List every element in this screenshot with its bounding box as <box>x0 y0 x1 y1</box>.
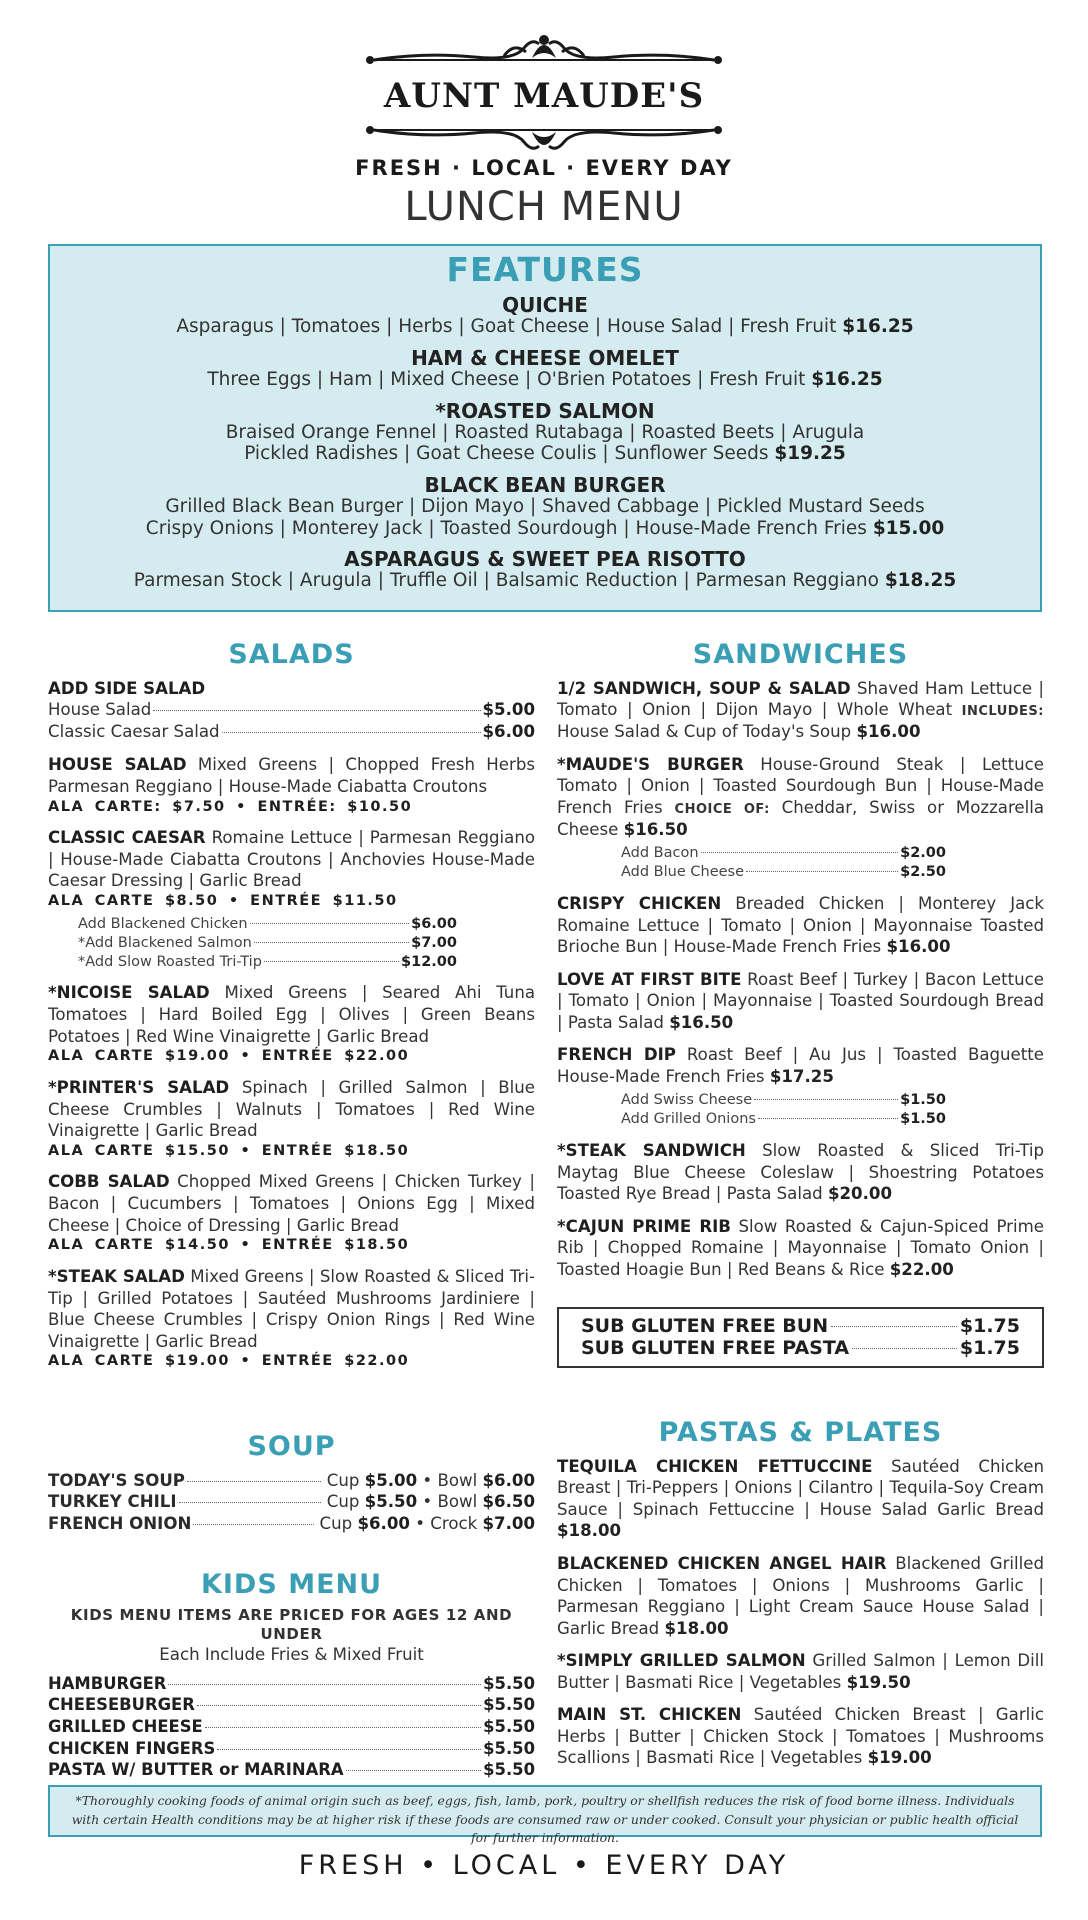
pasta-price: $19.00 <box>867 1748 932 1768</box>
salad-name: CLASSIC CAESAR <box>48 828 206 848</box>
caesar-addon-row <box>78 915 457 934</box>
feature-price: $16.25 <box>842 316 914 338</box>
kids-item-row-label: CHEESEBURGER <box>48 1695 195 1715</box>
feature-name: *ROASTED SALMON <box>435 398 655 423</box>
salad-pricing: ALA CARTE $19.00 • ENTRÉE $22.00 <box>48 1353 410 1370</box>
kids-item-row <box>48 1673 535 1695</box>
sandwich-price: $22.00 <box>889 1259 954 1279</box>
salad-pricing: ALA CARTE $19.00 • ENTRÉE $22.00 <box>48 1048 410 1065</box>
sandwich-addon-row-price: $2.50 <box>900 864 946 881</box>
soup-row <box>48 1491 535 1513</box>
salad-name: COBB SALAD <box>48 1172 170 1192</box>
salad-desc: Chopped Mixed Greens | Chicken Turkey | Bacon | Cucumbers | Tomatoes | Onions Egg | Mixed Cheese | Choice of Dressing | Garlic Bread <box>48 1172 535 1235</box>
logo-text: AUNT MAUDE'S <box>383 76 705 116</box>
side-salad-row-label: Classic Caesar Salad <box>48 721 220 741</box>
feature-desc-text: Braised Orange Fennel | Roasted Rutabaga | Roasted Beets | Arugula <box>225 421 865 443</box>
soup-title: SOUP <box>247 1431 336 1462</box>
pasta-item <box>557 1704 1044 1769</box>
salad-desc: Mixed Greens | Chopped Fresh Herbs Parmesan Reggiano | House-Made Ciabatta Croutons <box>48 755 535 796</box>
sandwich-name: 1/2 SANDWICH, SOUP & SALAD <box>557 678 851 698</box>
soup-price-1: $6.00 <box>357 1513 410 1533</box>
gluten-free-row-price: $1.75 <box>959 1337 1020 1360</box>
feature-item <box>50 400 1040 465</box>
side-salad-row-label: House Salad <box>48 700 152 720</box>
sandwich-item <box>557 1140 1044 1205</box>
pastas-section <box>557 1418 1044 1769</box>
soup-size-2: Bowl <box>437 1470 478 1490</box>
features-list <box>50 294 1040 591</box>
sandwich-desc: Slow Roasted & Cajun-Spiced Prime Rib | Chopped Romaine | Mayonnaise | Tomato Onion | Toasted Hoagie Bun | Red Beans & Rice <box>557 1216 1044 1279</box>
dot-leader <box>754 1099 898 1100</box>
kids-item-row-label: PASTA W/ BUTTER or MARINARA <box>48 1760 344 1780</box>
feature-price: $16.25 <box>811 368 883 390</box>
feature-desc-text: Grilled Black Bean Burger | Dijon Mayo | Shaved Cabbage | Pickled Mustard Seeds <box>165 495 925 517</box>
sandwich-addon-row-price: $2.00 <box>900 845 946 862</box>
feature-item <box>50 548 1040 592</box>
sandwich-price: $16.00 <box>886 937 951 957</box>
dot-leader <box>168 1684 481 1685</box>
salad-item <box>48 1077 535 1161</box>
soup-size-2: Crock <box>430 1513 478 1533</box>
sandwich-addons <box>621 1091 946 1129</box>
sandwich-item <box>557 969 1044 1034</box>
features-panel <box>48 244 1042 612</box>
salad-item <box>48 982 535 1066</box>
sandwich-addon-row <box>621 1091 946 1110</box>
feature-desc-text-2: Pickled Radishes | Goat Cheese Coulis | Sunflower Seeds <box>244 443 769 465</box>
caesar-addon-row-price: $7.00 <box>411 934 457 951</box>
gluten-free-row-label: SUB GLUTEN FREE PASTA <box>581 1337 850 1360</box>
soup-size-1: Cup <box>326 1492 360 1512</box>
dot-leader <box>205 1727 481 1728</box>
sandwich-tag: INCLUDES: <box>961 704 1044 720</box>
sandwiches-title: SANDWICHES <box>692 639 909 670</box>
dot-leader <box>758 1118 898 1119</box>
caesar-addon-row-label: *Add Slow Roasted Tri-Tip <box>78 953 262 970</box>
sandwiches-section <box>557 640 1044 1368</box>
kids-title: KIDS MENU <box>200 1569 383 1600</box>
pasta-desc: Blackened Grilled Chicken | Tomatoes | Onions | Mushrooms Garlic | Parmesan Reggiano | Light Cream Sauce House Salad | Garlic Bread <box>557 1553 1044 1638</box>
sandwich-tag: CHOICE OF: <box>674 801 770 817</box>
pasta-desc: Sautéed Chicken Breast | Garlic Herbs | Butter | Chicken Stock | Tomatoes | Mushrooms Scallions | Basmati Rice | Vegetables <box>557 1705 1044 1768</box>
soup-size-1: Cup <box>319 1513 353 1533</box>
feature-price: $19.25 <box>774 443 846 465</box>
salad-desc: Spinach | Grilled Salmon | Blue Cheese Crumbles | Walnuts | Tomatoes | Red Wine Vinaigrette | Garlic Bread <box>48 1077 536 1141</box>
soup-prices: Cup $5.00 • Bowl $6.00 <box>326 1470 535 1490</box>
gluten-free-box <box>557 1307 1044 1369</box>
caesar-addon-row-label: Add Blackened Chicken <box>78 915 248 932</box>
salad-pricing: ALA CARTE $8.50 • ENTRÉE $11.50 <box>48 893 398 910</box>
dot-leader <box>187 1481 321 1482</box>
dot-leader <box>217 1749 481 1750</box>
soup-price-1: $5.00 <box>364 1470 418 1490</box>
sandwich-addon-row-label: Add Swiss Cheese <box>621 1092 753 1109</box>
gluten-free-row-price: $1.75 <box>959 1314 1020 1337</box>
salad-name: *NICOISE SALAD <box>48 983 210 1003</box>
sandwich-item <box>557 1044 1044 1129</box>
sandwich-price: $16.00 <box>856 722 921 742</box>
dot-leader <box>193 1524 313 1525</box>
sandwich-name: *CAJUN PRIME RIB <box>557 1216 731 1236</box>
caesar-addon-row-price: $6.00 <box>411 915 457 932</box>
pasta-item <box>557 1553 1044 1639</box>
soup-name: TODAY'S SOUP <box>48 1470 185 1490</box>
pasta-price: $18.00 <box>557 1521 622 1541</box>
dot-leader <box>222 732 481 733</box>
dot-leader <box>153 710 480 711</box>
soup-size-1: Cup <box>326 1470 360 1490</box>
feature-name: HAM & CHEESE OMELET <box>411 345 679 370</box>
tagline: FRESH · LOCAL · EVERY DAY <box>355 156 733 180</box>
soup-size-2: Bowl <box>437 1492 478 1512</box>
soup-price-2: $6.00 <box>482 1470 535 1490</box>
feature-item <box>50 294 1040 338</box>
caesar-addon-row <box>78 953 457 972</box>
feature-desc <box>50 369 1040 391</box>
pasta-item <box>557 1456 1044 1542</box>
sandwich-desc-2: House Salad & Cup of Today's Soup <box>557 722 852 742</box>
sandwich-item <box>557 754 1044 882</box>
kids-item-row-price: $5.50 <box>483 1760 535 1780</box>
sandwich-price: $16.50 <box>623 819 688 839</box>
sandwich-addon-row-price: $1.50 <box>900 1092 946 1109</box>
sandwich-price: $17.25 <box>769 1066 834 1086</box>
salad-pricing: ALA CARTE $15.50 • ENTRÉE $18.50 <box>48 1142 410 1159</box>
kids-includes: Each Include Fries & Mixed Fruit <box>159 1644 424 1664</box>
salad-desc: Mixed Greens | Slow Roasted & Sliced Tri-Tip | Grilled Potatoes | Sautéed Mushrooms Jardiniere | Blue Cheese Crumbles | Crispy Onion Rings | Red Wine Vinaigrette | Garlic Bread <box>48 1267 535 1351</box>
gluten-free-row <box>581 1315 1020 1338</box>
salad-pricing: ALA CARTE $14.50 • ENTRÉE $18.50 <box>48 1237 410 1254</box>
side-salad-row <box>48 699 535 721</box>
feature-name: BLACK BEAN BURGER <box>424 472 666 497</box>
sandwich-desc: House-Ground Steak | Lettuce Tomato | Onion | Toasted Sourdough Bun | House-Made French Fries <box>557 754 1045 817</box>
kids-section <box>48 1570 535 1781</box>
sandwich-addon-row-price: $1.50 <box>900 1111 946 1128</box>
dot-leader <box>852 1348 957 1349</box>
caesar-addon-row <box>78 934 457 953</box>
soup-section <box>48 1432 535 1534</box>
kids-note: KIDS MENU ITEMS ARE PRICED FOR AGES 12 AND UNDER <box>70 1605 513 1644</box>
kids-item-row-price: $5.50 <box>483 1716 535 1736</box>
soup-price-2: $7.00 <box>482 1513 535 1533</box>
kids-item-row <box>48 1759 535 1781</box>
features-title: FEATURES <box>446 250 644 289</box>
side-salad-block <box>48 678 535 743</box>
caesar-addon-row-label: *Add Blackened Salmon <box>78 934 252 951</box>
salads-title: SALADS <box>228 639 355 670</box>
salad-item <box>48 827 535 971</box>
pasta-name: *SIMPLY GRILLED SALMON <box>557 1651 806 1671</box>
sandwich-item <box>557 1216 1044 1281</box>
sandwich-name: LOVE AT FIRST BITE <box>557 969 742 989</box>
feature-name: QUICHE <box>502 293 588 318</box>
feature-item <box>50 347 1040 391</box>
dot-leader <box>197 1705 481 1706</box>
feature-desc <box>50 570 1040 592</box>
sandwich-addon-row <box>621 1110 946 1129</box>
salad-item <box>48 754 535 816</box>
sandwich-name: *MAUDE'S BURGER <box>557 754 744 774</box>
caesar-addon-row-price: $12.00 <box>401 953 457 970</box>
side-salad-row <box>48 721 535 743</box>
menu-header <box>0 30 1088 230</box>
sandwich-addon-row-label: Add Grilled Onions <box>621 1111 756 1128</box>
sandwich-desc: Breaded Chicken | Monterey Jack Romaine Lettuce | Tomato | Onion | Mayonnaise Toasted Brioche Bun | House-Made French Fries <box>557 893 1044 957</box>
food-safety-disclaimer: *Thoroughly cooking foods of animal origin such as beef, eggs, fish, lamb, pork, poultry or shellfish reduces the risk of food borne illness. Individuals with certain Health conditions may be at higher risk if these foods are consumed raw or under cooked. Consult your physician or public health official for further information. <box>48 1785 1042 1837</box>
feature-desc <box>50 496 1040 539</box>
sandwich-name: FRENCH DIP <box>557 1045 676 1065</box>
kids-item-row-label: GRILLED CHEESE <box>48 1716 203 1736</box>
gluten-free-row <box>581 1337 1020 1360</box>
kids-item-row-label: CHICKEN FINGERS <box>48 1738 216 1758</box>
salad-item <box>48 1266 535 1371</box>
pasta-price: $18.00 <box>664 1618 729 1638</box>
salad-desc: Romaine Lettuce | Parmesan Reggiano | House-Made Ciabatta Croutons | Anchovies House-Made Caesar Dressing | Garlic Bread <box>48 828 535 891</box>
salad-name: HOUSE SALAD <box>48 755 187 775</box>
side-salad-row-price: $5.00 <box>482 700 535 720</box>
sandwich-name: CRISPY CHICKEN <box>557 893 722 913</box>
sandwich-addons <box>621 844 946 882</box>
feature-price: $15.00 <box>872 517 945 539</box>
side-salad-heading: ADD SIDE SALAD <box>48 678 206 698</box>
kids-item-row-label: HAMBURGER <box>48 1673 167 1693</box>
salad-name: *STEAK SALAD <box>48 1267 185 1286</box>
salad-item <box>48 1171 535 1255</box>
gluten-free-row-label: SUB GLUTEN FREE BUN <box>581 1314 829 1337</box>
pasta-name: MAIN ST. CHICKEN <box>557 1705 742 1725</box>
kids-item-row <box>48 1716 535 1738</box>
kids-item-row-price: $5.50 <box>483 1673 535 1693</box>
sandwich-desc: Roast Beef | Turkey | Bacon Lettuce | Tomato | Onion | Mayonnaise | Toasted Sourdough Bread | Pasta Salad <box>557 969 1044 1032</box>
feature-item <box>50 474 1040 539</box>
dot-leader <box>250 923 410 924</box>
salads-section <box>48 640 535 1371</box>
page-title: LUNCH MENU <box>404 184 684 230</box>
feature-desc-text: Asparagus | Tomatoes | Herbs | Goat Cheese | House Salad | Fresh Fruit <box>176 316 837 338</box>
dot-leader <box>179 1502 321 1503</box>
salad-desc: Mixed Greens | Seared Ahi Tuna Tomatoes | Hard Boiled Egg | Olives | Green Beans Potatoes | Red Wine Vinaigrette | Garlic Bread <box>48 983 536 1046</box>
soup-prices: Cup $6.00 • Crock $7.00 <box>319 1513 535 1533</box>
sandwich-addon-row-label: Add Bacon <box>621 845 699 862</box>
feature-desc <box>50 316 1040 338</box>
sandwich-addon-row <box>621 863 946 882</box>
dot-leader <box>254 942 409 943</box>
soup-name: FRENCH ONION <box>48 1513 192 1533</box>
feature-desc-text-2: Crispy Onions | Monterey Jack | Toasted Sourdough | House-Made French Fries <box>145 517 867 539</box>
sandwich-desc-2: Cheddar, Swiss or Mozzarella Cheese <box>557 797 1045 839</box>
soup-name: TURKEY CHILI <box>48 1492 177 1512</box>
soup-prices: Cup $5.50 • Bowl $6.50 <box>326 1492 535 1512</box>
sandwich-name: *STEAK SANDWICH <box>557 1141 746 1161</box>
aunt-maudes-logo <box>364 30 724 160</box>
soup-row <box>48 1513 535 1535</box>
kids-item-row <box>48 1738 535 1760</box>
sandwich-desc: Roast Beef | Au Jus | Toasted Baguette House-Made French Fries <box>557 1045 1044 1086</box>
feature-name: ASPARAGUS & SWEET PEA RISOTTO <box>344 547 746 572</box>
footer-tagline: FRESH • LOCAL • EVERY DAY <box>298 1850 790 1881</box>
soup-price-1: $5.50 <box>364 1492 418 1512</box>
pasta-name: TEQUILA CHICKEN FETTUCCINE <box>557 1456 873 1476</box>
caesar-addons <box>78 915 457 972</box>
pasta-desc: Sautéed Chicken Breast | Tri-Peppers | Onions | Cilantro | Tequila-Soy Cream Sauce | Spinach Fettuccine | House Salad Garlic Bread <box>557 1456 1044 1519</box>
pasta-name: BLACKENED CHICKEN ANGEL HAIR <box>557 1553 887 1573</box>
soup-row <box>48 1470 535 1492</box>
kids-item-row-price: $5.50 <box>483 1738 535 1758</box>
feature-desc-text: Parmesan Stock | Arugula | Truffle Oil | Balsamic Reduction | Parmesan Reggiano <box>133 570 879 592</box>
dot-leader <box>264 961 399 962</box>
sandwich-desc: Shaved Ham Lettuce | Tomato | Onion | Dijon Mayo | Whole Wheat <box>557 678 1045 720</box>
soup-price-2: $6.50 <box>482 1492 535 1512</box>
dot-leader <box>701 852 899 853</box>
dot-leader <box>831 1326 957 1327</box>
sandwich-item <box>557 893 1044 958</box>
pasta-desc: Grilled Salmon | Lemon Dill Butter | Basmati Rice | Vegetables <box>557 1651 1044 1692</box>
salad-name: *PRINTER'S SALAD <box>48 1077 230 1097</box>
feature-desc <box>50 422 1040 465</box>
feature-desc-text: Three Eggs | Ham | Mixed Cheese | O'Brien Potatoes | Fresh Fruit <box>207 368 806 390</box>
kids-item-row-price: $5.50 <box>483 1695 535 1715</box>
dot-leader <box>346 1770 482 1771</box>
side-salad-row-price: $6.00 <box>482 721 535 741</box>
sandwich-addon-row <box>621 844 946 863</box>
dot-leader <box>746 871 898 872</box>
salad-pricing: ALA CARTE: $7.50 • ENTRÉE: $10.50 <box>48 798 413 815</box>
kids-item-row <box>48 1694 535 1716</box>
pasta-price: $19.50 <box>846 1672 911 1692</box>
sandwich-price: $16.50 <box>669 1012 734 1032</box>
sandwich-addon-row-label: Add Blue Cheese <box>621 864 745 881</box>
sandwich-item <box>557 678 1044 743</box>
pasta-item <box>557 1650 1044 1693</box>
pastas-title: PASTAS & PLATES <box>658 1417 943 1448</box>
feature-price: $18.25 <box>884 570 957 592</box>
sandwich-price: $20.00 <box>827 1184 892 1204</box>
sandwich-desc: Slow Roasted & Sliced Tri-Tip Maytag Blue Cheese Coleslaw | Shoestring Potatoes Toasted Rye Bread | Pasta Salad <box>557 1141 1045 1204</box>
